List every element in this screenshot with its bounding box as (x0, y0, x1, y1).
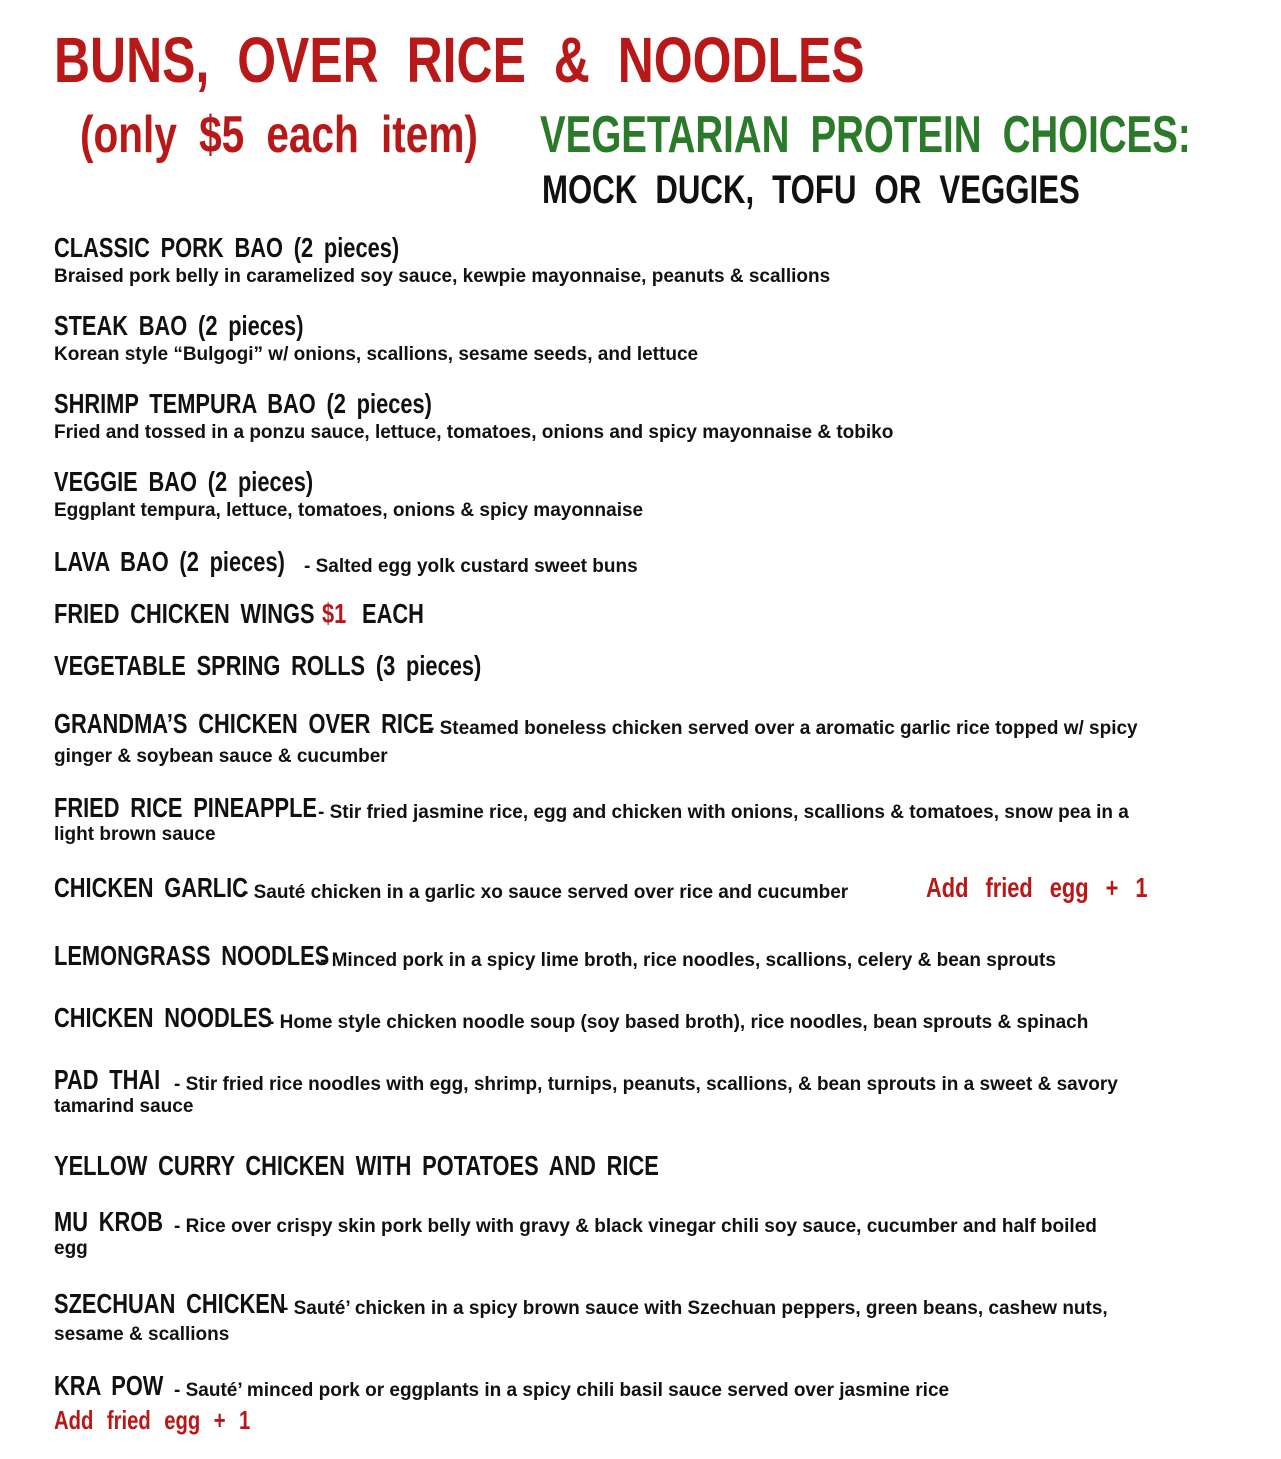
vegetarian-title: VEGETARIAN PROTEIN CHOICES: (540, 106, 1191, 164)
menu-item (54, 1288, 1234, 1347)
item-name: VEGETABLE SPRING ROLLS (3 pieces) (54, 650, 482, 681)
item-name: CHICKEN NOODLES (54, 1002, 273, 1033)
item-description: - Salted egg yolk custard sweet buns (304, 556, 638, 577)
item-name: VEGGIE BAO (2 pieces) (54, 466, 314, 497)
menu-item (54, 232, 1234, 289)
item-name: FRIED CHICKEN WINGS (54, 598, 315, 629)
item-name: LAVA BAO (2 pieces) (54, 546, 285, 577)
item-description: Fried and tossed in a ponzu sauce, lettuce, tomatoes, onions and spicy mayonnaise & tobiko (54, 422, 894, 443)
item-name: LEMONGRASS NOODLES (54, 940, 330, 971)
item-name: STEAK BAO (2 pieces) (54, 310, 304, 341)
menu-item (54, 310, 1234, 367)
item-description-continued: sesame & scallions (54, 1324, 230, 1345)
item-description-continued: light brown sauce (54, 824, 216, 845)
item-name: MU KROB (54, 1206, 164, 1237)
item-name: GRANDMA’S CHICKEN OVER RICE (54, 708, 434, 739)
menu-item (54, 1370, 1234, 1436)
vegetarian-options: MOCK DUCK, TOFU OR VEGGIES (542, 168, 1080, 212)
item-description: - Steamed boneless chicken served over a aromatic garlic rice topped w/ spicy (428, 718, 1138, 739)
item-description-continued: ginger & soybean sauce & cucumber (54, 746, 388, 767)
item-description: Eggplant tempura, lettuce, tomatoes, onions & spicy mayonnaise (54, 500, 644, 521)
item-description: - Minced pork in a spicy lime broth, rice noodles, scallions, celery & bean sprouts (320, 950, 1056, 971)
menu-item (54, 708, 1234, 769)
item-description: - Stir fried jasmine rice, egg and chicken with onions, scallions & tomatoes, snow pea in a (318, 802, 1129, 823)
price-note: (only $5 each item) (80, 106, 478, 164)
add-egg-note: Add fried egg + 1 (926, 872, 1148, 903)
menu-item (54, 1150, 1234, 1182)
item-name: YELLOW CURRY CHICKEN WITH POTATOES AND RICE (54, 1150, 659, 1181)
item-description-continued: tamarind sauce (54, 1096, 194, 1117)
item-name: FRIED RICE PINEAPPLE (54, 792, 317, 823)
item-description: - Sauté’ chicken in a spicy brown sauce with Szechuan peppers, green beans, cashew nuts, (282, 1298, 1108, 1319)
menu-item (54, 1206, 1234, 1261)
menu-item (54, 650, 1234, 682)
add-egg-note: Add fried egg + 1 (54, 1405, 251, 1435)
menu-item (54, 546, 1234, 578)
item-description: - Rice over crispy skin pork belly with gravy & black vinegar chili soy sauce, cucumber and half boiled (174, 1216, 1097, 1237)
item-price-suffix: EACH (362, 598, 424, 629)
menu-item (54, 872, 1234, 904)
item-description: Braised pork belly in caramelized soy sauce, kewpie mayonnaise, peanuts & scallions (54, 266, 831, 287)
item-name: SZECHUAN CHICKEN (54, 1288, 286, 1319)
menu-item (54, 1002, 1234, 1034)
item-description: Korean style “Bulgogi” w/ onions, scallions, sesame seeds, and lettuce (54, 344, 699, 365)
item-name: PAD THAI (54, 1064, 161, 1095)
item-description: - Sauté chicken in a garlic xo sauce served over rice and cucumber (242, 882, 849, 903)
item-description-continued: egg (54, 1238, 88, 1259)
menu-item (54, 598, 1234, 630)
menu-item (54, 466, 1234, 523)
item-name: CHICKEN GARLIC (54, 872, 248, 903)
item-name: SHRIMP TEMPURA BAO (2 pieces) (54, 388, 432, 419)
item-description: - Sauté’ minced pork or eggplants in a spicy chili basil sauce served over jasmine rice (174, 1380, 950, 1401)
item-name: KRA POW (54, 1370, 164, 1401)
item-description: - Stir fried rice noodles with egg, shrimp, turnips, peanuts, scallions, & bean sprouts in a sweet & savory (174, 1074, 1118, 1095)
menu-item (54, 940, 1234, 972)
menu-item (54, 792, 1234, 847)
menu-title: BUNS, OVER RICE & NOODLES (54, 24, 865, 96)
menu-item (54, 388, 1234, 445)
item-name: CLASSIC PORK BAO (2 pieces) (54, 232, 400, 263)
item-price: $1 (322, 598, 347, 629)
item-description: - Home style chicken noodle soup (soy based broth), rice noodles, bean sprouts & spinach (268, 1012, 1089, 1033)
menu-item (54, 1064, 1234, 1119)
